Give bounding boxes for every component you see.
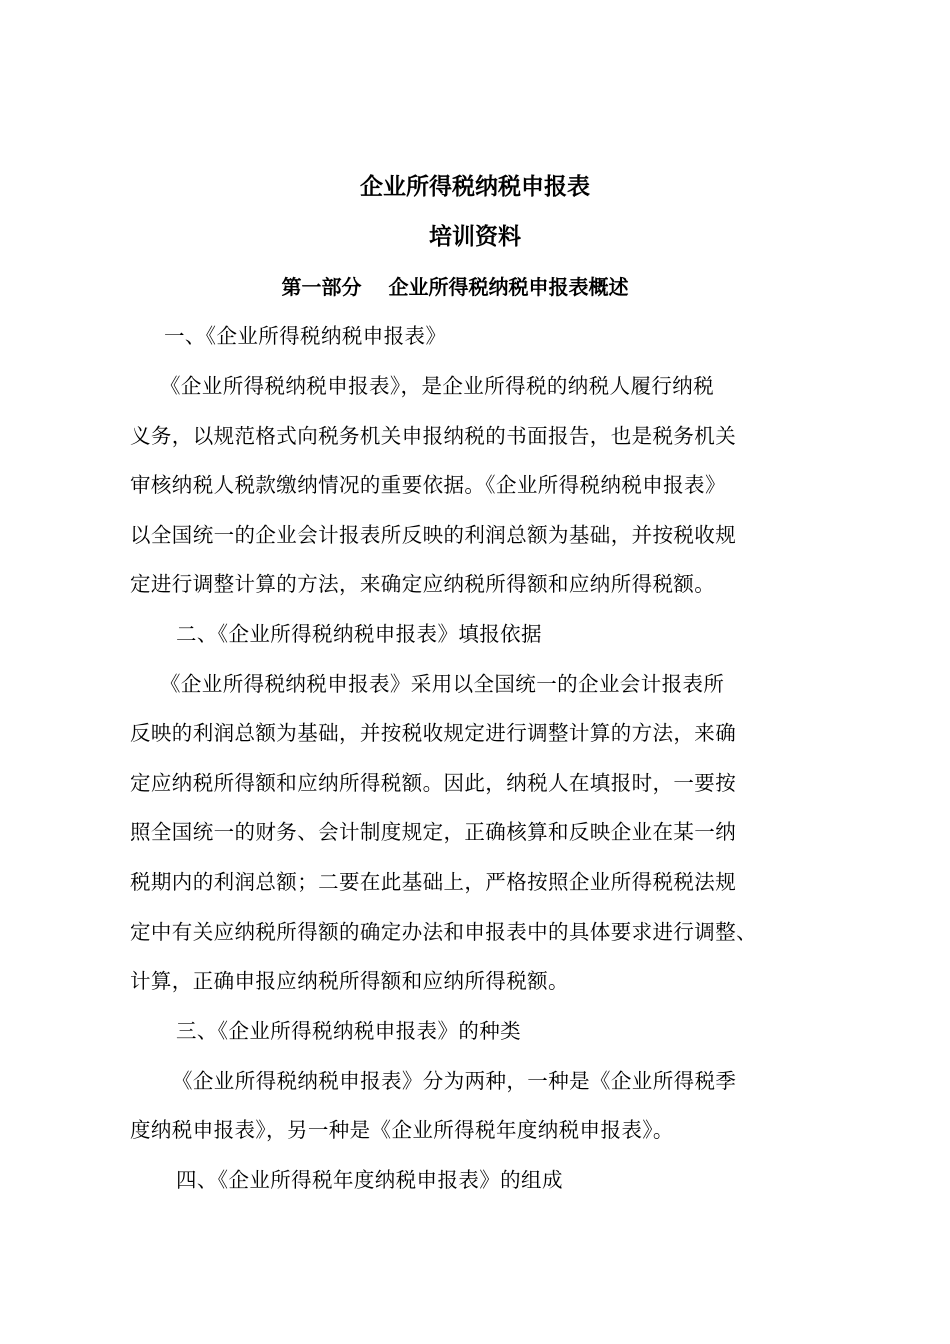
paragraph-line: 反映的利润总额为基础，并按税收规定进行调整计算的方法，来确 (130, 721, 737, 745)
part-heading: 第一部分 企业所得税纳税申报表概述 (281, 275, 629, 299)
paragraph-line: 《企业所得税纳税申报表》分为两种，一种是《企业所得税季 (172, 1069, 737, 1093)
paragraph-line: 审核纳税人税款缴纳情况的重要依据。《企业所得税纳税申报表》 (130, 473, 726, 497)
paragraph-line: 定应纳税所得额和应纳所得税额。因此，纳税人在填报时，一要按 (130, 771, 737, 795)
heading-1: 一、《企业所得税纳税申报表》 (164, 324, 447, 348)
paragraph-line: 照全国统一的财务、会计制度规定，正确核算和反映企业在某一纳 (130, 820, 737, 844)
paragraph-line: 义务，以规范格式向税务机关申报纳税的书面报告，也是税务机关 (130, 424, 737, 448)
paragraph-line: 以全国统一的企业会计报表所反映的利润总额为基础，并按税收规 (130, 523, 737, 547)
document-title: 企业所得税纳税申报表 (360, 173, 590, 200)
paragraph-line: 定进行调整计算的方法，来确定应纳税所得额和应纳所得税额。 (130, 572, 716, 596)
paragraph-line: 《企业所得税纳税申报表》，是企业所得税的纳税人履行纳税 (160, 374, 715, 398)
paragraph-line: 《企业所得税纳税申报表》采用以全国统一的企业会计报表所 (160, 672, 725, 696)
paragraph-line: 度纳税申报表》，另一种是《企业所得税年度纳税申报表》。 (130, 1118, 674, 1142)
heading-4: 四、《企业所得税年度纳税申报表》的组成 (176, 1168, 563, 1192)
heading-2: 二、《企业所得税纳税申报表》填报依据 (176, 622, 542, 646)
heading-3: 三、《企业所得税纳税申报表》的种类 (176, 1019, 522, 1043)
paragraph-line: 计算，正确申报应纳税所得额和应纳所得税额。 (130, 969, 569, 993)
paragraph-line: 税期内的利润总额；二要在此基础上，严格按照企业所得税税法规 (130, 870, 737, 894)
document-subtitle: 培训资料 (429, 223, 521, 250)
paragraph-line: 定中有关应纳税所得额的确定办法和申报表中的具体要求进行调整、 (130, 920, 757, 944)
